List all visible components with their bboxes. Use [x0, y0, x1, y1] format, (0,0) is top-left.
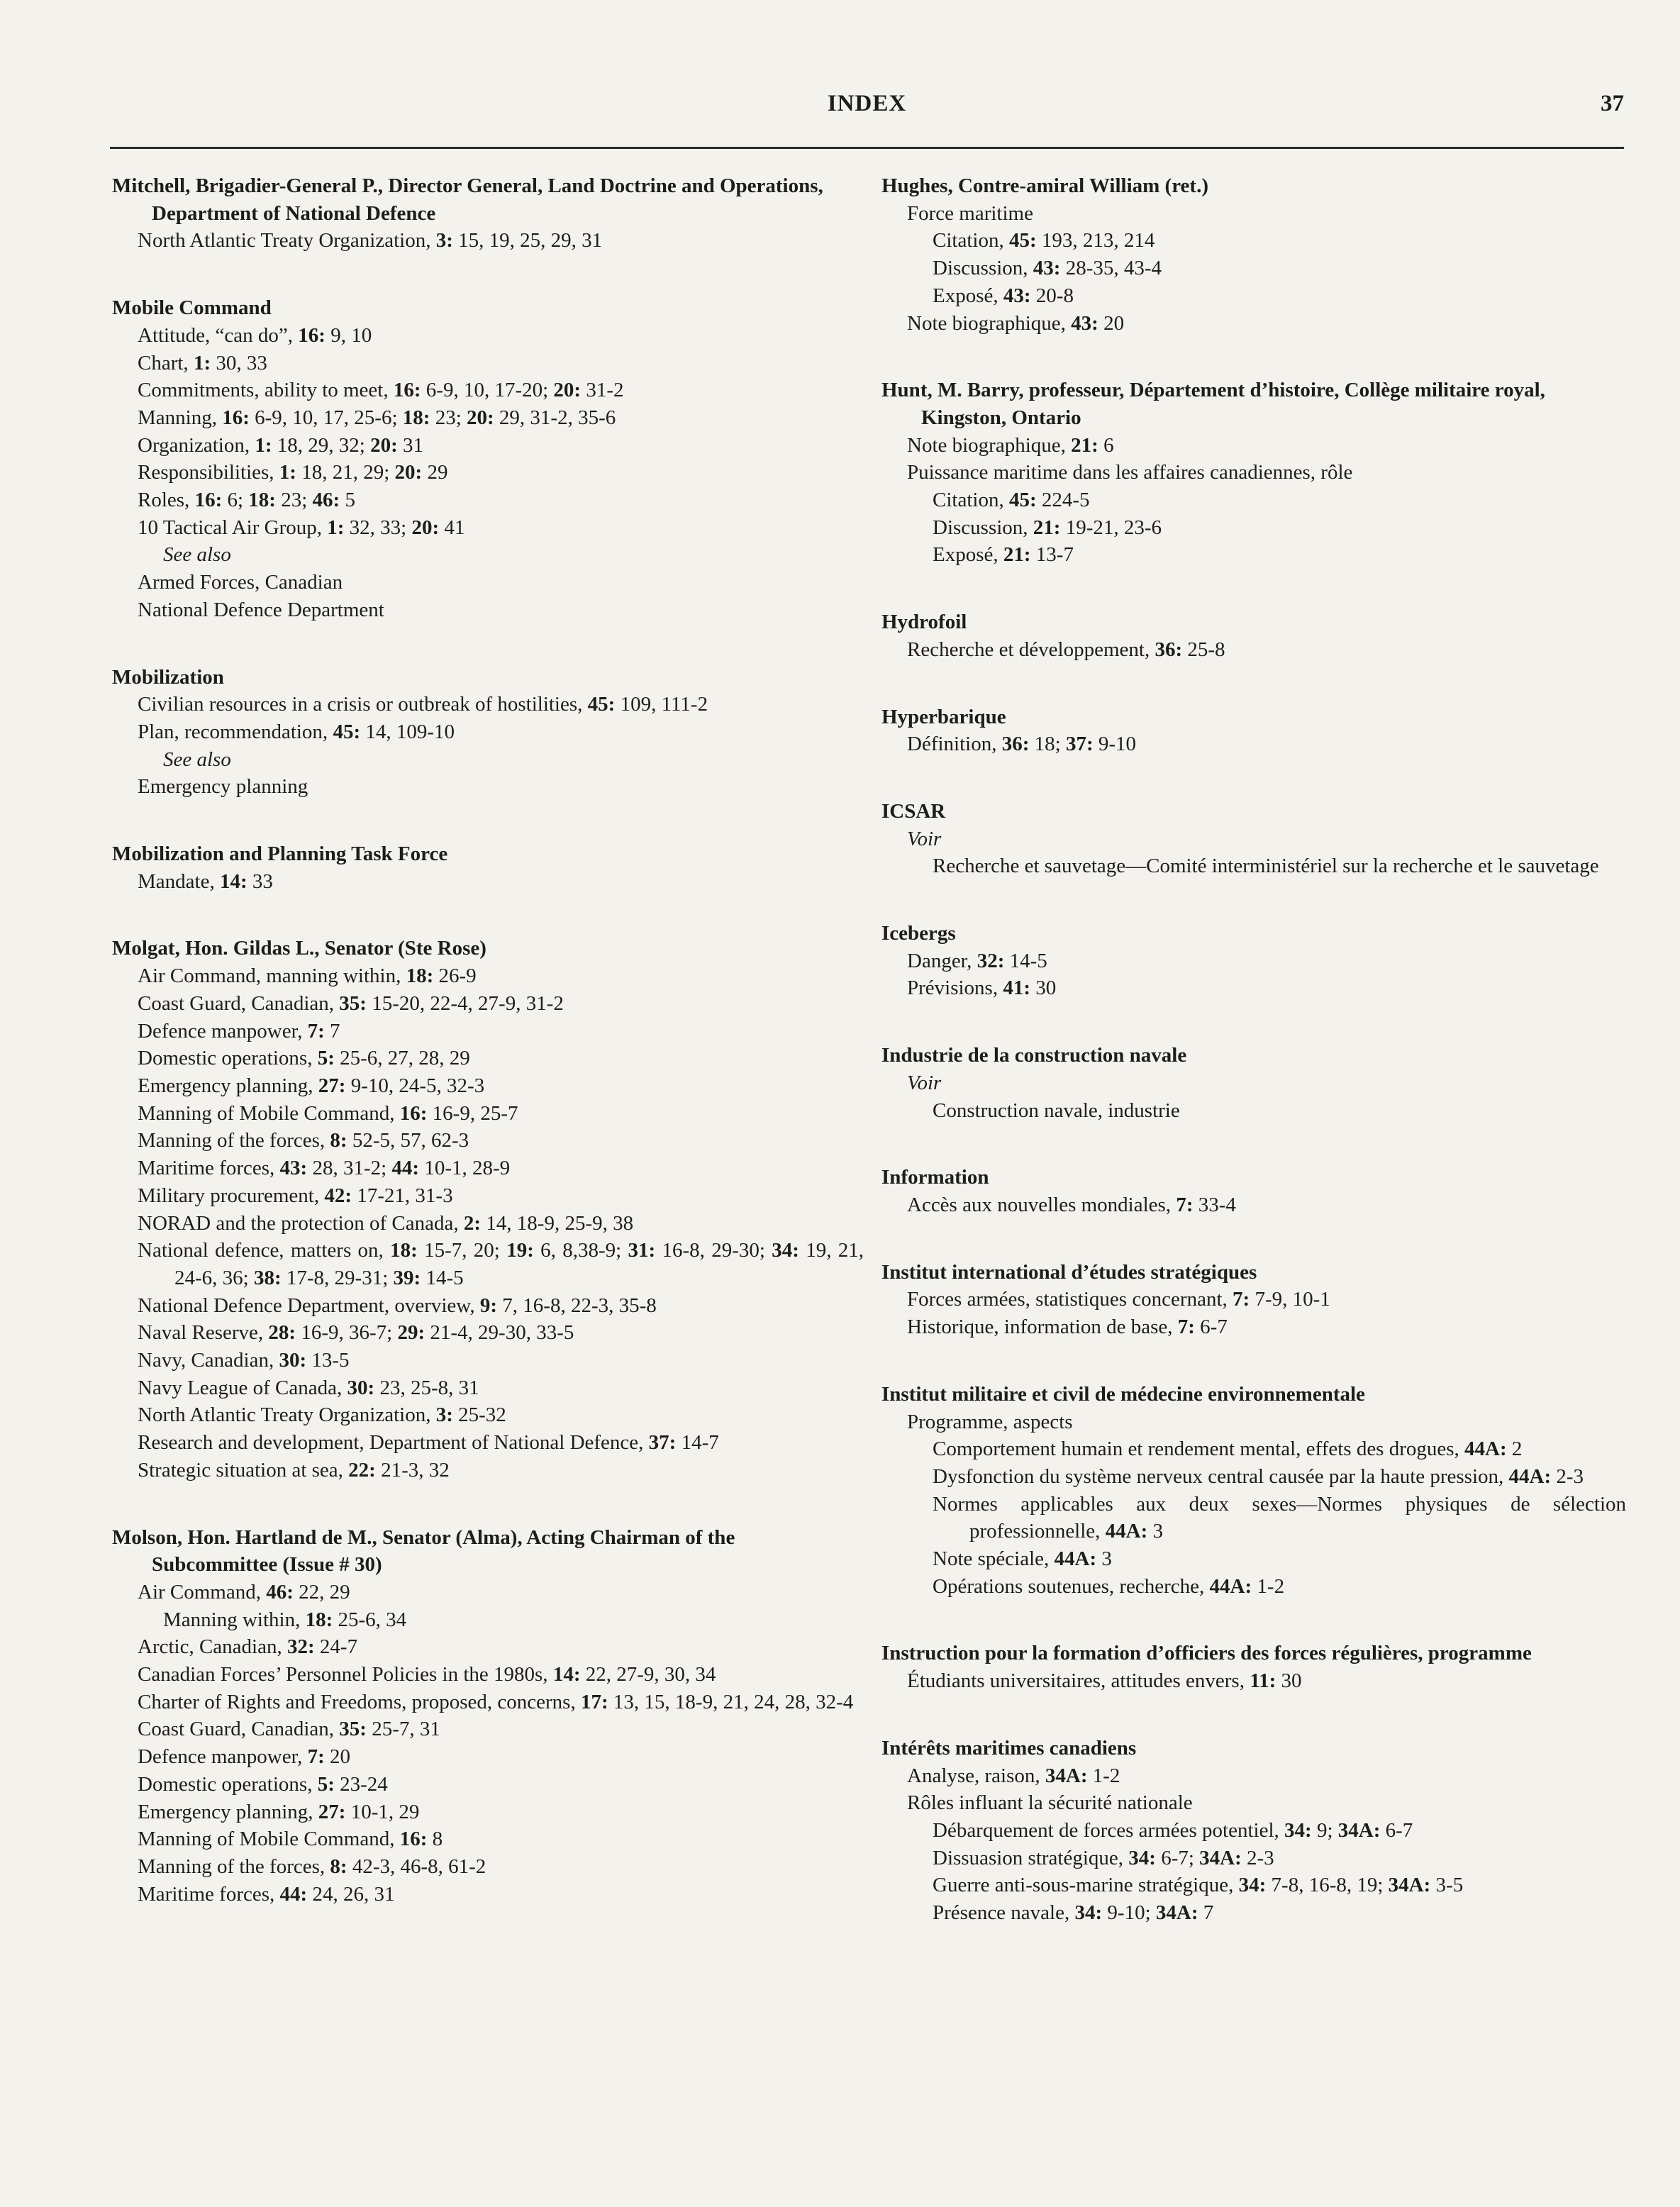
index-subentry: Air Command, manning within, 18: 26-9 — [138, 964, 477, 988]
index-subentry: Coast Guard, Canadian, 35: 15-20, 22-4, 27-9, 31-2 — [138, 991, 564, 1015]
index-entry-heading: Intérêts maritimes canadiens — [881, 1736, 1137, 1760]
index-subentry: Strategic situation at sea, 22: 21-3, 32 — [138, 1458, 450, 1481]
index-entry — [881, 798, 1626, 880]
index-entry-heading: Institut international d’études stratégiques — [881, 1260, 1257, 1284]
index-subentry: Note biographique, 21: 6 — [907, 433, 1114, 457]
index-subentry: Puissance maritime dans les affaires canadiennes, rôle — [907, 461, 1353, 484]
page-header — [110, 91, 1624, 126]
index-subentry: Danger, 32: 14-5 — [907, 949, 1047, 972]
index-subentry: Organization, 1: 18, 29, 32; 20: 31 — [138, 433, 424, 457]
index-subentry: NORAD and the protection of Canada, 2: 14, 18-9, 25-9, 38 — [138, 1211, 634, 1235]
index-subentry: Accès aux nouvelles mondiales, 7: 33-4 — [907, 1193, 1236, 1216]
index-entry — [881, 377, 1626, 569]
index-entry — [112, 172, 864, 255]
index-subentry: Débarquement de forces armées potentiel, 34: 9; 34A: 6-7 — [933, 1818, 1413, 1842]
index-entry — [881, 172, 1626, 337]
index-entry — [881, 608, 1626, 663]
index-subentry: Coast Guard, Canadian, 35: 25-7, 31 — [138, 1718, 440, 1741]
index-subentry: Military procurement, 42: 17-21, 31-3 — [138, 1184, 453, 1207]
index-subentry: Exposé, 43: 20-8 — [933, 284, 1074, 307]
index-subentry: Historique, information de base, 7: 6-7 — [907, 1316, 1228, 1339]
index-subentry: Navy, Canadian, 30: 13-5 — [138, 1349, 350, 1372]
index-subentry: Emergency planning, 27: 10-1, 29 — [138, 1800, 420, 1823]
index-subentry: Domestic operations, 5: 23-24 — [138, 1772, 388, 1796]
index-subentry: National Defence Department, overview, 9: 7, 16-8, 22-3, 35-8 — [138, 1294, 657, 1317]
index-entry-heading: Information — [881, 1166, 989, 1189]
index-entry — [881, 1042, 1626, 1124]
index-entry — [881, 1735, 1626, 1927]
index-subentry: Guerre anti-sous-marine stratégique, 34: 7-8, 16-8, 19; 34A: 3-5 — [933, 1874, 1464, 1897]
index-subentry: Présence navale, 34: 9-10; 34A: 7 — [933, 1901, 1214, 1925]
index-subentry: Naval Reserve, 28: 16-9, 36-7; 29: 21-4, 29-30, 33-5 — [138, 1321, 574, 1345]
index-subentry: Recherche et sauvetage—Comité interministériel sur la recherche et le sauvetage — [933, 855, 1599, 878]
index-entry-heading: Hydrofoil — [881, 611, 967, 634]
index-subentry: Manning within, 18: 25-6, 34 — [163, 1608, 407, 1631]
header-rule — [110, 147, 1624, 149]
index-subentry: Maritime forces, 43: 28, 31-2; 44: 10-1, 28-9 — [138, 1157, 511, 1180]
index-subentry: Discussion, 43: 28-35, 43-4 — [933, 257, 1162, 280]
page-title: INDEX — [827, 91, 907, 116]
index-entry-heading: Molgat, Hon. Gildas L., Senator (Ste Rose) — [112, 937, 486, 960]
index-subentry: Roles, 16: 6; 18: 23; 46: 5 — [138, 489, 355, 512]
index-column-left — [112, 172, 864, 1947]
index-subentry: Manning of Mobile Command, 16: 16-9, 25-7 — [138, 1101, 518, 1125]
index-subentry: North Atlantic Treaty Organization, 3: 25-32 — [138, 1403, 506, 1427]
index-subentry: Note spéciale, 44A: 3 — [933, 1547, 1112, 1571]
index-subentry: Defence manpower, 7: 7 — [138, 1019, 340, 1043]
index-subentry: 10 Tactical Air Group, 1: 32, 33; 20: 41 — [138, 516, 465, 539]
index-column-right — [881, 172, 1626, 1967]
index-subentry: Civilian resources in a crisis or outbreak of hostilities, 45: 109, 111-2 — [138, 693, 708, 716]
index-entry-heading: Industrie de la construction navale — [881, 1044, 1187, 1067]
index-subentry: Programme, aspects — [907, 1410, 1073, 1433]
index-subentry: Note biographique, 43: 20 — [907, 311, 1125, 335]
index-subentry: Opérations soutenues, recherche, 44A: 1-2 — [933, 1574, 1285, 1598]
index-subentry: Comportement humain et rendement mental, effets des drogues, 44A: 2 — [933, 1438, 1523, 1461]
index-entry — [112, 935, 864, 1484]
index-subentry: Dissuasion stratégique, 34: 6-7; 34A: 2-3 — [933, 1846, 1274, 1869]
index-entry — [881, 704, 1626, 758]
index-entry — [881, 1381, 1626, 1601]
index-subentry: Dysfonction du système nerveux central causée par la haute pression, 44A: 2-3 — [933, 1464, 1584, 1488]
index-subentry: Commitments, ability to meet, 16: 6-9, 10, 17-20; 20: 31-2 — [138, 379, 624, 402]
index-subentry: Emergency planning, 27: 9-10, 24-5, 32-3 — [138, 1074, 485, 1097]
index-subentry: Force maritime — [907, 201, 1033, 225]
index-subentry: North Atlantic Treaty Organization, 3: 15, 19, 25, 29, 31 — [138, 229, 603, 252]
index-subentry: Manning of Mobile Command, 16: 8 — [138, 1828, 443, 1851]
index-entry — [881, 1164, 1626, 1218]
index-entry-heading: Mobile Command — [112, 296, 272, 320]
index-subentry: Plan, recommendation, 45: 14, 109-10 — [138, 720, 455, 743]
cross-reference-label: Voir — [907, 827, 942, 850]
index-subentry: Manning, 16: 6-9, 10, 17, 25-6; 18: 23; 20: 29, 31-2, 35-6 — [138, 406, 616, 429]
index-subentry: Maritime forces, 44: 24, 26, 31 — [138, 1882, 395, 1906]
index-entry-heading: Hyperbarique — [881, 705, 1006, 728]
index-subentry: Chart, 1: 30, 33 — [138, 351, 267, 374]
index-subentry: Navy League of Canada, 30: 23, 25-8, 31 — [138, 1376, 479, 1399]
index-entry-heading: Mobilization and Planning Task Force — [112, 843, 448, 866]
index-subentry: Forces armées, statistiques concernant, 7: 7-9, 10-1 — [907, 1288, 1330, 1311]
index-entry — [881, 1259, 1626, 1341]
index-subentry: National defence, matters on, 18: 15-7, 20; 19: 6, 8,38-9; 31: 16-8, 29-30; 34: 19, 21, 24-6, 36; 38: 17-8, 29-31; 39: 14-5 — [138, 1239, 864, 1289]
index-entry-heading: Hunt, M. Barry, professeur, Département d’histoire, Collège militaire royal, Kingston, Ontario — [881, 379, 1545, 429]
index-entry — [112, 294, 864, 623]
index-subentry: National Defence Department — [138, 598, 384, 621]
index-subentry: Prévisions, 41: 30 — [907, 977, 1057, 1000]
cross-reference-label: Voir — [907, 1071, 942, 1094]
index-subentry: Étudiants universitaires, attitudes envers, 11: 30 — [907, 1669, 1302, 1693]
index-entry-heading: Instruction pour la formation d’officiers des forces régulières, programme — [881, 1642, 1532, 1665]
index-subentry: Domestic operations, 5: 25-6, 27, 28, 29 — [138, 1047, 470, 1070]
index-subentry: Manning of the forces, 8: 52-5, 57, 62-3 — [138, 1129, 469, 1152]
index-entry — [881, 920, 1626, 1002]
index-entry-heading: ICSAR — [881, 799, 946, 823]
index-subentry: Manning of the forces, 8: 42-3, 46-8, 61-2 — [138, 1855, 486, 1878]
cross-reference-label: See also — [163, 747, 231, 771]
index-subentry: Exposé, 21: 13-7 — [933, 543, 1074, 567]
index-subentry: Mandate, 14: 33 — [138, 869, 273, 893]
index-entry — [881, 1640, 1626, 1694]
index-entry-heading: Hughes, Contre-amiral William (ret.) — [881, 174, 1208, 197]
index-subentry: Définition, 36: 18; 37: 9-10 — [907, 733, 1137, 756]
index-subentry: Responsibilities, 1: 18, 21, 29; 20: 29 — [138, 461, 448, 484]
index-subentry: Construction navale, industrie — [933, 1099, 1180, 1122]
page-number: 37 — [1601, 91, 1624, 116]
index-subentry: Discussion, 21: 19-21, 23-6 — [933, 516, 1162, 539]
index-subentry: Emergency planning — [138, 775, 308, 799]
index-subentry: Citation, 45: 224-5 — [933, 489, 1090, 512]
index-subentry: Defence manpower, 7: 20 — [138, 1745, 350, 1769]
index-subentry: Armed Forces, Canadian — [138, 571, 343, 594]
index-entry — [112, 664, 864, 801]
index-subentry: Air Command, 46: 22, 29 — [138, 1580, 350, 1603]
index-subentry: Rôles influant la sécurité nationale — [907, 1791, 1193, 1815]
index-subentry: Attitude, “can do”, 16: 9, 10 — [138, 323, 372, 347]
index-subentry: Citation, 45: 193, 213, 214 — [933, 229, 1155, 252]
index-subentry: Normes applicables aux deux sexes—Normes physiques de sélection professionnelle, 44A: 3 — [933, 1492, 1626, 1543]
index-subentry: Arctic, Canadian, 32: 24-7 — [138, 1635, 358, 1659]
index-entry-heading: Mitchell, Brigadier-General P., Director General, Land Doctrine and Operations, Department of National Defence — [112, 174, 823, 225]
index-subentry: Canadian Forces’ Personnel Policies in the 1980s, 14: 22, 27-9, 30, 34 — [138, 1663, 716, 1686]
index-entry — [112, 840, 864, 895]
index-subentry: Research and development, Department of National Defence, 37: 14-7 — [138, 1431, 719, 1455]
index-subentry: Recherche et développement, 36: 25-8 — [907, 638, 1225, 661]
index-entry-heading: Icebergs — [881, 922, 956, 945]
index-entry-heading: Mobilization — [112, 665, 224, 689]
index-subentry: Charter of Rights and Freedoms, proposed, concerns, 17: 13, 15, 18-9, 21, 24, 28, 32-4 — [138, 1690, 854, 1713]
cross-reference-label: See also — [163, 543, 231, 567]
index-entry — [112, 1524, 864, 1908]
index-entry-heading: Institut militaire et civil de médecine environnementale — [881, 1382, 1365, 1406]
index-entry-heading: Molson, Hon. Hartland de M., Senator (Alma), Acting Chairman of the Subcommittee (Issue # 30) — [112, 1525, 735, 1577]
index-subentry: Analyse, raison, 34A: 1-2 — [907, 1764, 1120, 1787]
